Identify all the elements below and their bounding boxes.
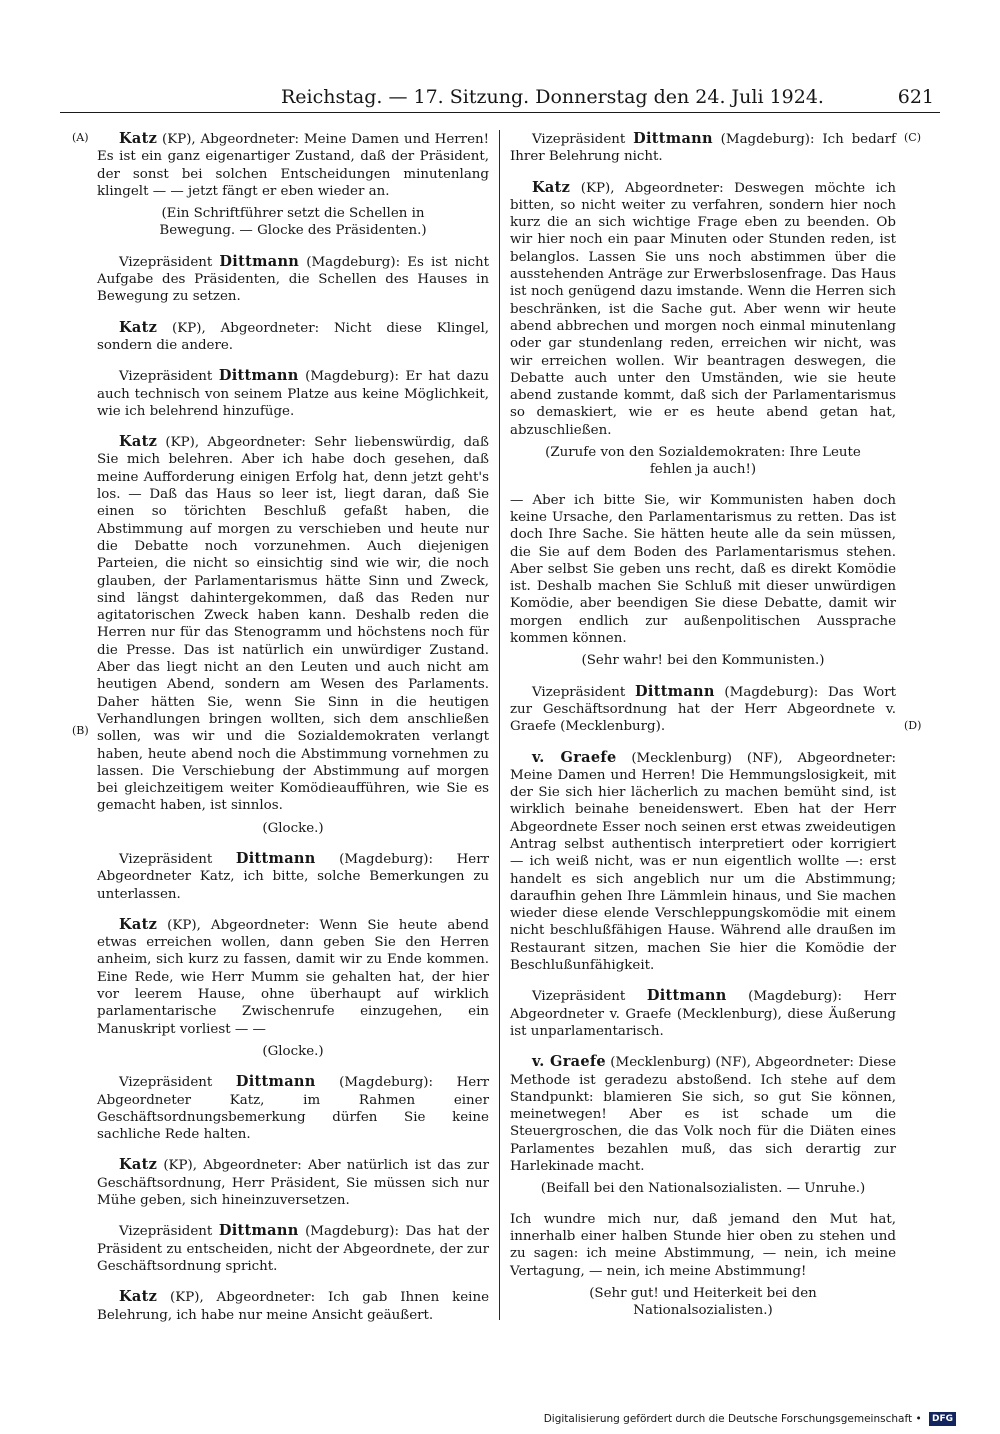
- speaker-name: Dittmann: [235, 1073, 316, 1091]
- speaker-name: Dittmann: [646, 987, 727, 1005]
- speech-paragraph: [97, 1073, 489, 1143]
- speaker-name: Dittmann: [235, 849, 316, 867]
- speech-paragraph: [510, 130, 896, 166]
- speech-text: (KP), Abgeordneter: Ich gab Ihnen keine Belehrung, ich habe nur meine Ansicht geäußert.: [97, 1290, 489, 1323]
- speech-text: (Magdeburg): Herr Abgeordneter Katz, im Rahmen einer Geschäftsordnungsbemerkung dürfen Sie keine sachliche Rede halten.: [97, 1075, 489, 1143]
- speech-paragraph: [510, 749, 896, 975]
- speaker-name: Dittmann: [633, 130, 713, 147]
- margin-mark-c: (C): [904, 131, 921, 144]
- margin-mark-b: (B): [72, 724, 89, 737]
- interjection: (Glocke.): [262, 820, 324, 836]
- speech-text: (KP), Abgeordneter: Aber natürlich ist das zur Geschäftsordnung, Herr Präsident, Sie müssen sich nur Mühe geben, sich hineinzuversetzen.: [97, 1158, 489, 1209]
- speech-paragraph: [97, 253, 489, 306]
- speaker-title: Vizepräsident: [532, 989, 647, 1005]
- speech-paragraph: [97, 1288, 489, 1324]
- speaker-name: Katz: [119, 1288, 158, 1306]
- margin-mark-a: (A): [72, 131, 89, 144]
- speech-paragraph: [510, 1053, 896, 1175]
- speaker-name: Katz: [119, 915, 158, 933]
- interjection: (Beifall bei den Nationalsozialisten. — Unruhe.): [540, 1181, 866, 1197]
- speech-text: (Magdeburg): Herr Abgeordneter Katz, ich bitte, solche Bemerkungen zu unterlassen.: [97, 851, 489, 902]
- interjection: (Glocke.): [262, 1043, 324, 1059]
- left-column: [97, 130, 489, 1337]
- speech-text: (KP), Abgeordneter: Nicht diese Klingel, sondern die andere.: [97, 320, 489, 353]
- speaker-name: Dittmann: [218, 1222, 299, 1240]
- interjection: (Zurufe von den Sozialdemokraten: Ihre Leute fehlen ja auch!): [545, 445, 861, 478]
- digitization-credit: [544, 1412, 956, 1426]
- speech-continuation: — Aber ich bitte Sie, wir Kommunisten haben doch keine Ursache, den Parlamentarismus zu retten. Das ist doch Ihre Sache. Sie hätten heute alle da sein müssen, die Sie auf dem Boden des Parlamentarismus stehen. Aber selbst Sie geben uns recht, daß es direkt Komödie ist. Deshalb machen Sie Schluß mit dieser unwürdigen Komödie, aber beendigen Sie diese Debatte, damit wir morgen endlich zur außenpolitischen Aussprache kommen können.: [510, 492, 896, 647]
- speech-text: (KP), Abgeordneter: Meine Damen und Herren! Es ist ein ganz eigenartiger Zustand, daß der Präsident, der sonst bei solchen Entscheidungen minutenlang klingelt — — jetzt fängt er eben wieder an.: [97, 132, 489, 199]
- speech-text: (Magdeburg): Das Wort zur Geschäftsordnung hat der Herr Abgeordnete v. Graefe (Mecklenburg).: [510, 684, 896, 735]
- speaker-name: Katz: [119, 433, 158, 451]
- speaker-name: Dittmann: [635, 682, 715, 700]
- speech-continuation: Ich wundre mich nur, daß jemand den Mut hat, innerhalb einer halben Stunde hier oben zu stehen und zu sagen: ich meine Abstimmung, — nein, ich meine Vertagung, — nein, ich meine Abstimmung!: [510, 1211, 896, 1279]
- page-header: [60, 86, 940, 113]
- speaker-title: Vizepräsident: [119, 1075, 236, 1091]
- speech-paragraph: [97, 319, 489, 355]
- speaker-title: Vizepräsident: [119, 254, 220, 270]
- speaker-name: Katz: [119, 318, 158, 336]
- page-title: Reichstag. — 17. Sitzung. Donnerstag den 24. Juli 1924.: [281, 86, 824, 108]
- speech-text: (KP), Abgeordneter: Wenn Sie heute abend etwas erreichen wollen, dann geben Sie den Herren anheim, sich kurz zu fassen, damit wir zu Ende kommen. Eine Rede, wie Herr Mumm sie gehalten hat, der hier vor leerem Hause, ohne überhaupt auf wirklich parlamentarische Zwischenrufe einzugehen, ein Manuskript vorliest — —: [97, 917, 489, 1037]
- footer-separator: •: [915, 1413, 922, 1425]
- speaker-name: Dittmann: [219, 252, 300, 270]
- speech-text: (KP), Abgeordneter: Sehr liebenswürdig, daß Sie mich belehren. Aber ich habe doch gesehen, daß meine Aufforderung einigen Erfolg hat, denn jetzt geht's los. — Daß das Haus so leer ist, liegt daran, daß Sie einen so törichten Beschluß gefaßt haben, die Abstimmung auf morgen zu verschieben und heute nur die Debatte noch vorzunehmen. Auch diejenigen Parteien, die nicht so einsichtig sind wie wir, die noch glauben, der Parlamentarismus hätte Sinn und Zweck, sind längst dahintergekommen, daß das Reden nur agitatorischen Zweck haben kann. Deshalb reden die Herren nur für das Stenogramm und höchstens noch für die Presse. Das ist natürlich ein unwürdiger Zustand. Aber das liegt nicht an den Leuten und auch nicht am heutigen Abend, sondern am Wesen des Parlaments. Daher hätten Sie, wenn Sie Sinn in die heutigen Verhandlungen bringen wollten, sich dem anschließen sollen, was wir und die Sozialdemokraten verlangt haben, heute abend noch die Abstimmung vornehmen zu lassen. Die Verschiebung der Abstimmung auf morgen bei gleichzeitigem weiter Komödieaufführen, wie Sie es gemacht haben, ist sinnlos.: [97, 435, 489, 814]
- interjection: (Ein Schriftführer setzt die Schellen in Bewegung. — Glocke des Präsidenten.): [159, 206, 427, 239]
- speech-text: (Magdeburg): Ich bedarf Ihrer Belehrung nicht.: [510, 132, 896, 165]
- speech-text: (Magdeburg): Es ist nicht Aufgabe des Präsidenten, die Schellen des Hauses in Bewegung zu setzen.: [97, 254, 489, 305]
- speaker-name: v. Graefe: [532, 748, 617, 766]
- speech-text: (Magdeburg): Er hat dazu auch technisch von seinem Platze aus keine Möglichkeit, wie ich belehrend hinzufüge.: [97, 369, 489, 419]
- dfg-logo: DFG: [929, 1412, 956, 1426]
- speaker-title: Vizepräsident: [119, 1224, 219, 1240]
- speaker-title: Vizepräsident: [532, 132, 634, 147]
- right-column: [510, 130, 896, 1332]
- speaker-name: Dittmann: [218, 367, 299, 385]
- speech-paragraph: [97, 916, 489, 1038]
- speaker-name: Katz: [119, 1156, 158, 1174]
- speech-text: (Mecklenburg) (NF), Abgeordneter: Diese Methode ist geradezu abstoßend. Ich stehe auf dem Standpunkt: blamieren Sie sich, so gut Sie können, meinetwegen! Aber es ist schade um die Steuergroschen, die das Volk noch für die Diäten eines Parlamentes bezahlen muß, das sich derartig zur Harlekinade macht.: [510, 1055, 896, 1175]
- speech-paragraph: [97, 1156, 489, 1209]
- speech-paragraph: [510, 987, 896, 1040]
- interjection: (Sehr wahr! bei den Kommunisten.): [581, 653, 825, 669]
- column-divider: [499, 130, 500, 1320]
- speech-text: (Mecklenburg) (NF), Abgeordneter: Meine Damen und Herren! Die Hemmungslosigkeit, mit der Sie sich hier lächerlich zu machen bemüht sind, ist wirklich beinahe beneidenswert. Eben hat der Herr Abgeordnete Esser noch seinen erst etwas zweideutigen Antrag selbst authentisch interpretiert oder korrigiert — ich weiß nicht, was er nun eigentlich wollte —: erst handelt es sich angeblich nur um die Abstimmung; daraufhin gehen Ihre Lämmlein hinaus, und Sie machen wieder diese elende Verschleppungskomödie mit einem nicht beschlußfähigen Hause. Während alle draußen im Restaurant sitzen, machen Sie hier die Komödie der Beschlußunfähigkeit.: [510, 750, 896, 974]
- page-number: 621: [897, 86, 934, 108]
- interjection: (Sehr gut! und Heiterkeit bei den Nationalsozialisten.): [589, 1285, 817, 1319]
- speech-text: (KP), Abgeordneter: Deswegen möchte ich bitten, so nicht weiter zu verfahren, sondern hier noch kurz die an sich wichtige Frage eben zu beenden. Ob wir hier noch ein paar Minuten oder Stunden reden, ist belanglos. Lassen Sie uns noch abstimmen über die ausstehenden Anträge zur Erwerbslosenfrage. Das Haus ist noch genügend dazu imstande. Wenn die Herren sich beschränken, ist die Sache gut. Aber wenn wir heute abend abbrechen und morgen noch einmal minutenlang oder gar stundenlang reden, erreichen wir nicht, was wir erreichen wollen. Wir beantragen deswegen, die Debatte auch unter den Umständen, wie sie heute abend zustande kommt, daß sich der Parlamentarismus so demaskiert, wie er es heute abend getan hat, abzuschließen.: [510, 180, 896, 438]
- speech-paragraph: [97, 367, 489, 420]
- speaker-title: Vizepräsident: [119, 851, 236, 867]
- speech-paragraph: [97, 130, 489, 200]
- speaker-title: Vizepräsident: [532, 684, 636, 700]
- speech-paragraph: [510, 179, 896, 439]
- speaker-name: v. Graefe: [532, 1053, 606, 1071]
- speaker-name: Katz: [119, 130, 158, 147]
- margin-mark-d: (D): [904, 719, 922, 732]
- speech-text: (Magdeburg): Herr Abgeordneter v. Graefe (Mecklenburg), diese Äußerung ist unparlamentarisch.: [510, 989, 896, 1039]
- footer-text: Digitalisierung gefördert durch die Deutsche Forschungsgemeinschaft: [543, 1413, 913, 1425]
- speech-paragraph: [97, 433, 489, 815]
- speaker-name: Katz: [532, 178, 571, 196]
- speaker-title: Vizepräsident: [119, 369, 219, 385]
- speech-text: (Magdeburg): Das hat der Präsident zu entscheiden, nicht der Abgeordnete, der zur Geschäftsordnung spricht.: [97, 1224, 489, 1274]
- speech-paragraph: [97, 850, 489, 903]
- speech-paragraph: [97, 1222, 489, 1275]
- speech-paragraph: [510, 683, 896, 736]
